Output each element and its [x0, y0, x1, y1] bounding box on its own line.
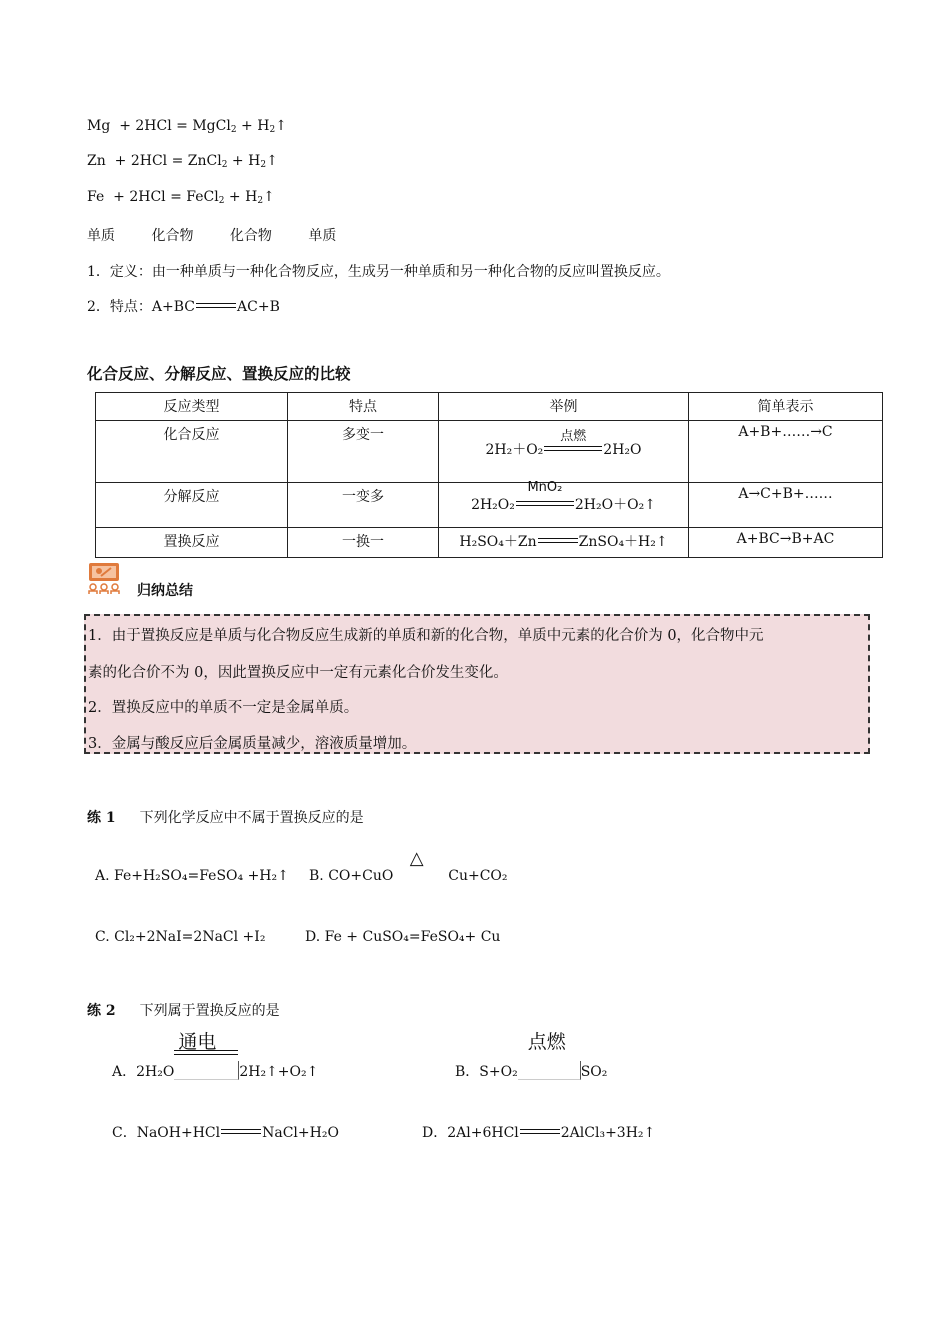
summary-line: 2．置换反应中的单质不一定是金属单质。 [88, 700, 359, 716]
exercise2-option-b[interactable]: B．S+O₂ 点燃 SO₂ [455, 1031, 608, 1080]
cell-simple: A→C+B+…… [689, 483, 883, 528]
cell-type: 置换反应 [96, 528, 288, 558]
table-row [96, 528, 883, 558]
table-row [96, 483, 883, 528]
cell-example: 2H₂O₂ MnO₂ 2H₂O＋O₂↑ [439, 483, 689, 528]
table-row [96, 421, 883, 483]
equation-mg: Mg + 2HCl = MgCl$_2$ + $H_2↑$ [87, 118, 287, 135]
header-cell: 举例 [439, 393, 689, 421]
exercise1-option-d[interactable]: D. Fe + CuSO₄=FeSO₄+ Cu [305, 929, 501, 945]
cell-example: H₂SO₄＋Zn ZnSO₄＋H₂↑ [439, 528, 689, 558]
summary-line: 1．由于置换反应是单质与化合物反应生成新的单质和新的化合物，单质中元素的化合价为 0，化合物中元 [88, 628, 764, 644]
cell-feature: 一变多 [288, 483, 439, 528]
cell-feature: 一换一 [288, 528, 439, 558]
exercise1-option-a[interactable]: A. Fe+H₂SO₄=FeSO₄ +H₂↑ [95, 868, 289, 884]
cell-feature: 多变一 [288, 421, 439, 483]
cell-type: 分解反应 [96, 483, 288, 528]
exercise1-question: 练 1 下列化学反应中不属于置换反应的是 [87, 810, 364, 826]
header-cell: 特点 [288, 393, 439, 421]
cell-example: 2H₂＋O₂ 点燃 2H₂O [439, 421, 689, 483]
feature: 2．特点：A+BC AC+B [87, 299, 280, 315]
summary-heading: 归纳总结 [137, 583, 193, 599]
category-labels: 单质 化合物 化合物 单质 [87, 228, 337, 244]
exercise1-option-b[interactable]: B. CO+CuO △ Cu+CO₂ [309, 848, 508, 884]
heat-icon: △ [409, 848, 424, 869]
exercise2-question: 练 2 下列属于置换反应的是 [87, 1003, 280, 1019]
cell-simple: A+BC→B+AC [689, 528, 883, 558]
exercise2-option-a[interactable]: A．2H₂O 通电 2H₂↑+O₂↑ [112, 1031, 319, 1080]
definition: 1．定义：由一种单质与一种化合物反应，生成另一种单质和另一种化合物的反应叫置换反应。 [87, 264, 670, 280]
header-cell: 反应类型 [96, 393, 288, 421]
summary-line: 3．金属与酸反应后金属质量减少，溶液质量增加。 [88, 736, 417, 752]
summary-icon [87, 562, 121, 594]
exercise1-option-c[interactable]: C. Cl₂+2NaI=2NaCl +I₂ [95, 929, 266, 945]
exercise2-option-c[interactable]: C．NaOH+HCl NaCl+H₂O [112, 1125, 339, 1141]
equation-zn: Zn + 2HCl = ZnCl$_2$ + $H_2↑$ [87, 153, 278, 170]
cell-simple: A+B+……→C [689, 421, 883, 483]
cell-type: 化合反应 [96, 421, 288, 483]
comparison-table [95, 392, 883, 558]
exercise2-option-d[interactable]: D．2Al+6HCl 2AlCl₃+3H₂↑ [422, 1125, 656, 1141]
header-cell: 简单表示 [689, 393, 883, 421]
table-header-row [96, 393, 883, 421]
comparison-title: 化合反应、分解反应、置换反应的比较 [87, 365, 351, 383]
summary-line: 素的化合价不为 0，因此置换反应中一定有元素化合价发生变化。 [88, 665, 508, 681]
equation-fe: Fe + 2HCl = FeCl$_2$ + $H_2↑$ [87, 189, 275, 206]
